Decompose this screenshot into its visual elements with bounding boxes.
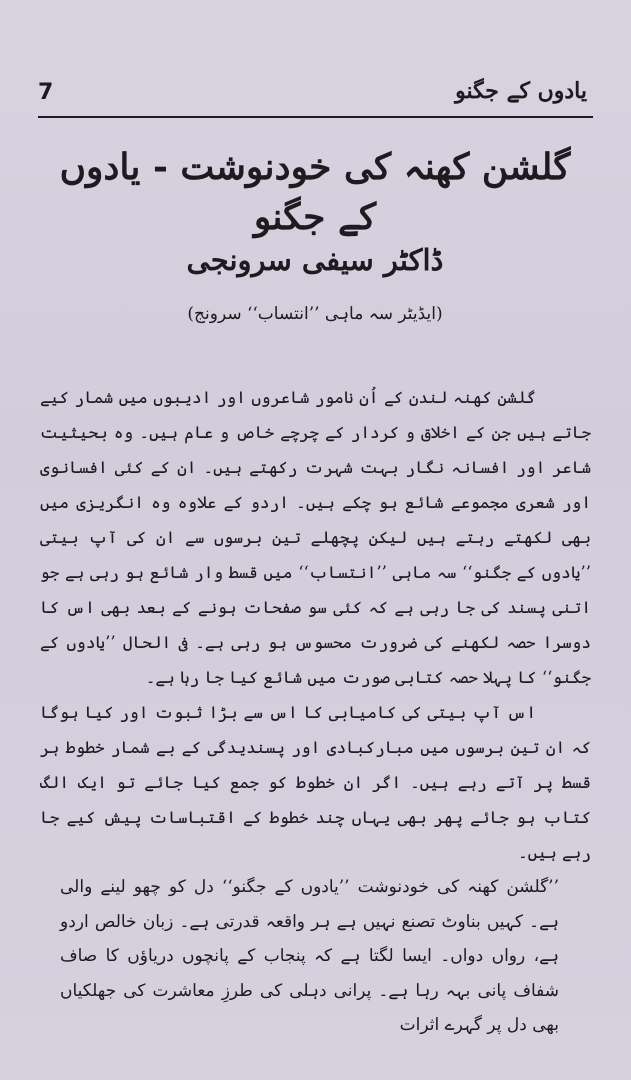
header-divider (38, 116, 593, 118)
author-affiliation: (ایڈیٹر سہ ماہی ’’انتساب‘‘ سرونج) (187, 304, 443, 324)
page-header (38, 78, 593, 118)
article-body (40, 380, 591, 1043)
author-name: ڈاکٹر سیفی سرونجی (186, 243, 444, 277)
body-paragraph: اس آپ بیتی کی کامیابی کا اس سے بڑا ثبوت اور کیا ہوگا کہ ان تین برسوں میں مبارکبادی اور پسندیدگی کے بے شمار خطوط ہر قسط پر آتے رہے ہیں۔ اگر ان خطوط کو جمع کیا جائے تو ایک الگ کتاب ہو جائے پھر بھی یہاں چند خطوط کے اقتباسات پیش کیے جا رہے ہیں۔ (40, 703, 591, 862)
article-title: گلشن کھنہ کی خودنوشت - یادوں کے جگنو (59, 146, 571, 238)
body-paragraph: گلشن کھنہ لندن کے اُن نامور شاعروں اور ادیبوں میں شمار کیے جاتے ہیں جن کے اخلاق و کردار کے چرچے خاص و عام ہیں۔ وہ بحیثیت شاعر اور افسانہ نگار بہت شہرت رکھتے ہیں۔ ان کے کئی افسانوی اور شعری مجموعے شائع ہو چکے ہیں۔ اردو کے علاوہ وہ انگریزی میں بھی لکھتے رہتے ہیں لیکن پچھلے تین برسوں سے ان کی آپ بیتی ’’یادوں کے جگنو‘‘ سہ ماہی ’’انتساب‘‘ میں قسط وار شائع ہو رہی ہے جو اتنی پسند کی جا رہی ہے کہ کئی سو صفحات ہونے کے بعد بھی اس کا دوسرا حصہ لکھنے کی ضرورت محسوس ہو رہی ہے۔ فی الحال ’’یادوں کے جگنو‘‘ کا پہلا حصہ کتابی صورت میں شائع کیا جا رہا ہے۔ (40, 388, 591, 687)
running-head: یادوں کے جگنو (455, 78, 587, 104)
page-number: 7 (38, 80, 54, 105)
block-quote: ’’گلشن کھنہ کی خودنوشت ’’یادوں کے جگنو‘‘ دل کو چھو لینے والی ہے۔ کہیں بناوٹ تصنع نہیں ہے ہر واقعہ قدرتی ہے۔ زبان خالص اردو ہے، رواں دواں۔ ایسا لگتا ہے کہ پنجاب کے پانچوں دریاؤں کا صاف شفاف پانی بہہ رہا ہے۔ پرانی دہلی کی طرزِ معاشرت کی جھلکیاں بھی دل پر گہرے اثرات (60, 877, 559, 1035)
